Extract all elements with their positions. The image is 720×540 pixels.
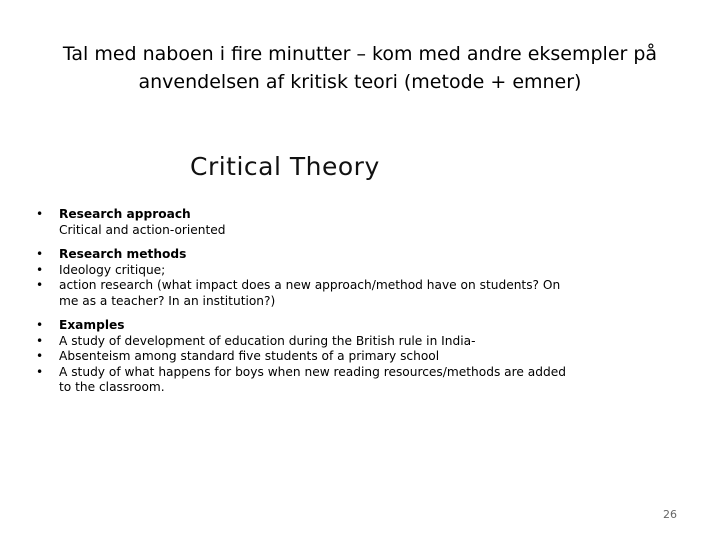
list-item: [36, 247, 576, 263]
bullet-text: action research (what impact does a new approach/method have on students? On me as a teacher? In an institution?): [59, 278, 561, 308]
bullet-marker: •: [36, 318, 44, 332]
bullet-group: [36, 247, 576, 309]
bullet-marker: •: [36, 278, 44, 292]
bullet-marker: •: [36, 349, 44, 363]
bullet-text: Critical and action-oriented: [59, 222, 226, 237]
bullet-heading: Research methods: [59, 247, 187, 261]
bullet-group: [36, 207, 576, 238]
bullet-group: [36, 318, 576, 396]
bullet-marker: •: [36, 364, 44, 379]
bullet-text: Ideology critique;: [59, 262, 166, 277]
bullet-text: A study of what happens for boys when new reading resources/methods are added to the classroom.: [59, 364, 566, 394]
bullet-marker: •: [36, 207, 44, 221]
list-item: [36, 365, 576, 396]
list-item: [36, 223, 576, 239]
list-item: [36, 334, 576, 350]
bullet-text: A study of development of education during the British rule in India-: [59, 333, 476, 348]
list-item: [36, 263, 576, 279]
page-number: 26: [663, 508, 677, 521]
list-item: [36, 207, 576, 223]
bullet-text: Absenteism among standard five students of a primary school: [59, 349, 440, 363]
bullet-marker: •: [36, 333, 44, 348]
critical-theory-heading: Critical Theory: [190, 152, 380, 181]
list-item: [36, 349, 576, 365]
slide-title: Tal med naboen i fire minutter – kom med andre eksempler på anvendelsen af kritisk teori (metode + emner): [62, 43, 658, 93]
list-item: [36, 318, 576, 334]
list-item: [36, 278, 576, 309]
bullet-heading: Examples: [59, 318, 125, 332]
bullet-heading: Research approach: [59, 207, 191, 221]
bullet-list: [36, 207, 576, 405]
bullet-marker: •: [36, 262, 44, 277]
bullet-marker: [36, 223, 59, 239]
bullet-marker: •: [36, 247, 44, 261]
